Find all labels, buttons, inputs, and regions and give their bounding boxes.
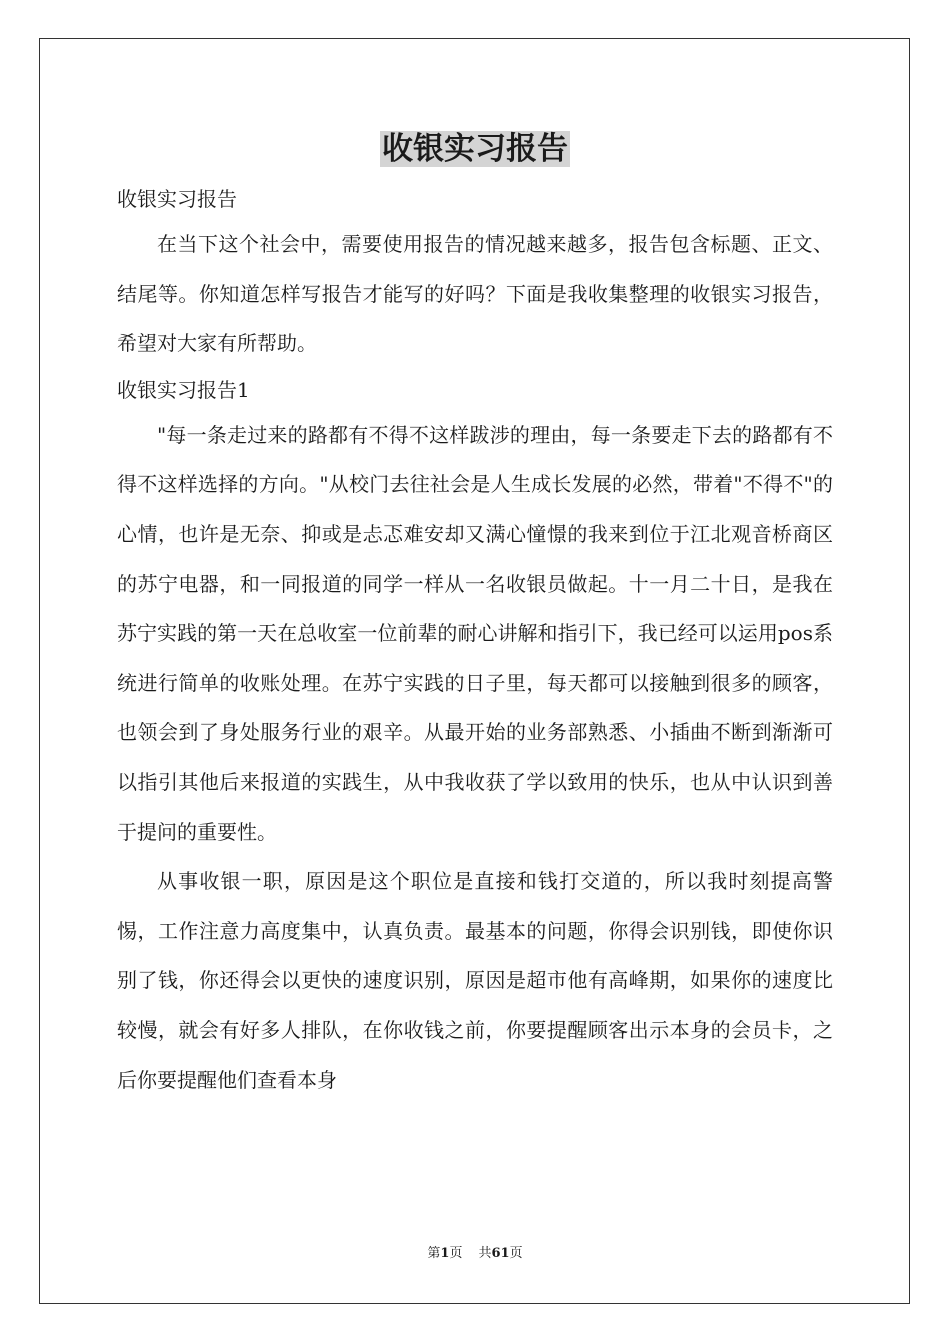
body-paragraph-2: 从事收银一职，原因是这个职位是直接和钱打交道的，所以我时刻提高警惕，工作注意力高度集中，认真负责。最基本的问题，你得会识别钱，即使你识别了钱，你还得会以更快的速度识别，原因是超市他有高峰期，如果你的速度比较慢，就会有好多人排队，在你收钱之前，你要提醒顾客出示本身的会员卡，之后你要提醒他们查看本身 [117,869,833,1092]
page-current: 1 [440,1246,450,1261]
total-prefix: 共 [478,1246,492,1261]
page-footer [0,1244,950,1264]
page-suffix: 页 [449,1246,463,1261]
page-prefix: 第 [427,1246,441,1261]
body-paragraph-1: "每一条走过来的路都有不得不这样跋涉的理由，每一条要走下去的路都有不得不这样选择的方向。"从校门去往社会是人生成长发展的必然，带着"不得不"的心情，也许是无奈、抑或是忐忑难安却又满心憧憬的我来到位于江北观音桥商区的苏宁电器，和一同报道的同学一样从一名收银员做起。十一月二十日，是我在苏宁实践的第一天在总收室一位前辈的耐心讲解和指引下，我已经可以运用pos系统进行简单的收账处理。在苏宁实践的日子里，每天都可以接触到很多的顾客，也领会到了身处服务行业的艰辛。从最开始的业务部熟悉、小插曲不断到渐渐可以指引其他后来报道的实践生，从中我收获了学以致用的快乐，也从中认识到善于提问的重要性。 [117,422,833,844]
total-suffix: 页 [509,1246,523,1261]
document-title: 收银实习报告 [382,131,568,167]
section-heading: 收银实习报告1 [117,377,250,402]
intro-paragraph: 在当下这个社会中，需要使用报告的情况越来越多，报告包含标题、正文、结尾等。你知道怎样写报告才能写的好吗？下面是我收集整理的收银实习报告，希望对大家有所帮助。 [117,232,833,356]
page-total: 61 [491,1246,510,1261]
document-body [117,178,833,1105]
document-subtitle: 收银实习报告 [117,187,237,211]
